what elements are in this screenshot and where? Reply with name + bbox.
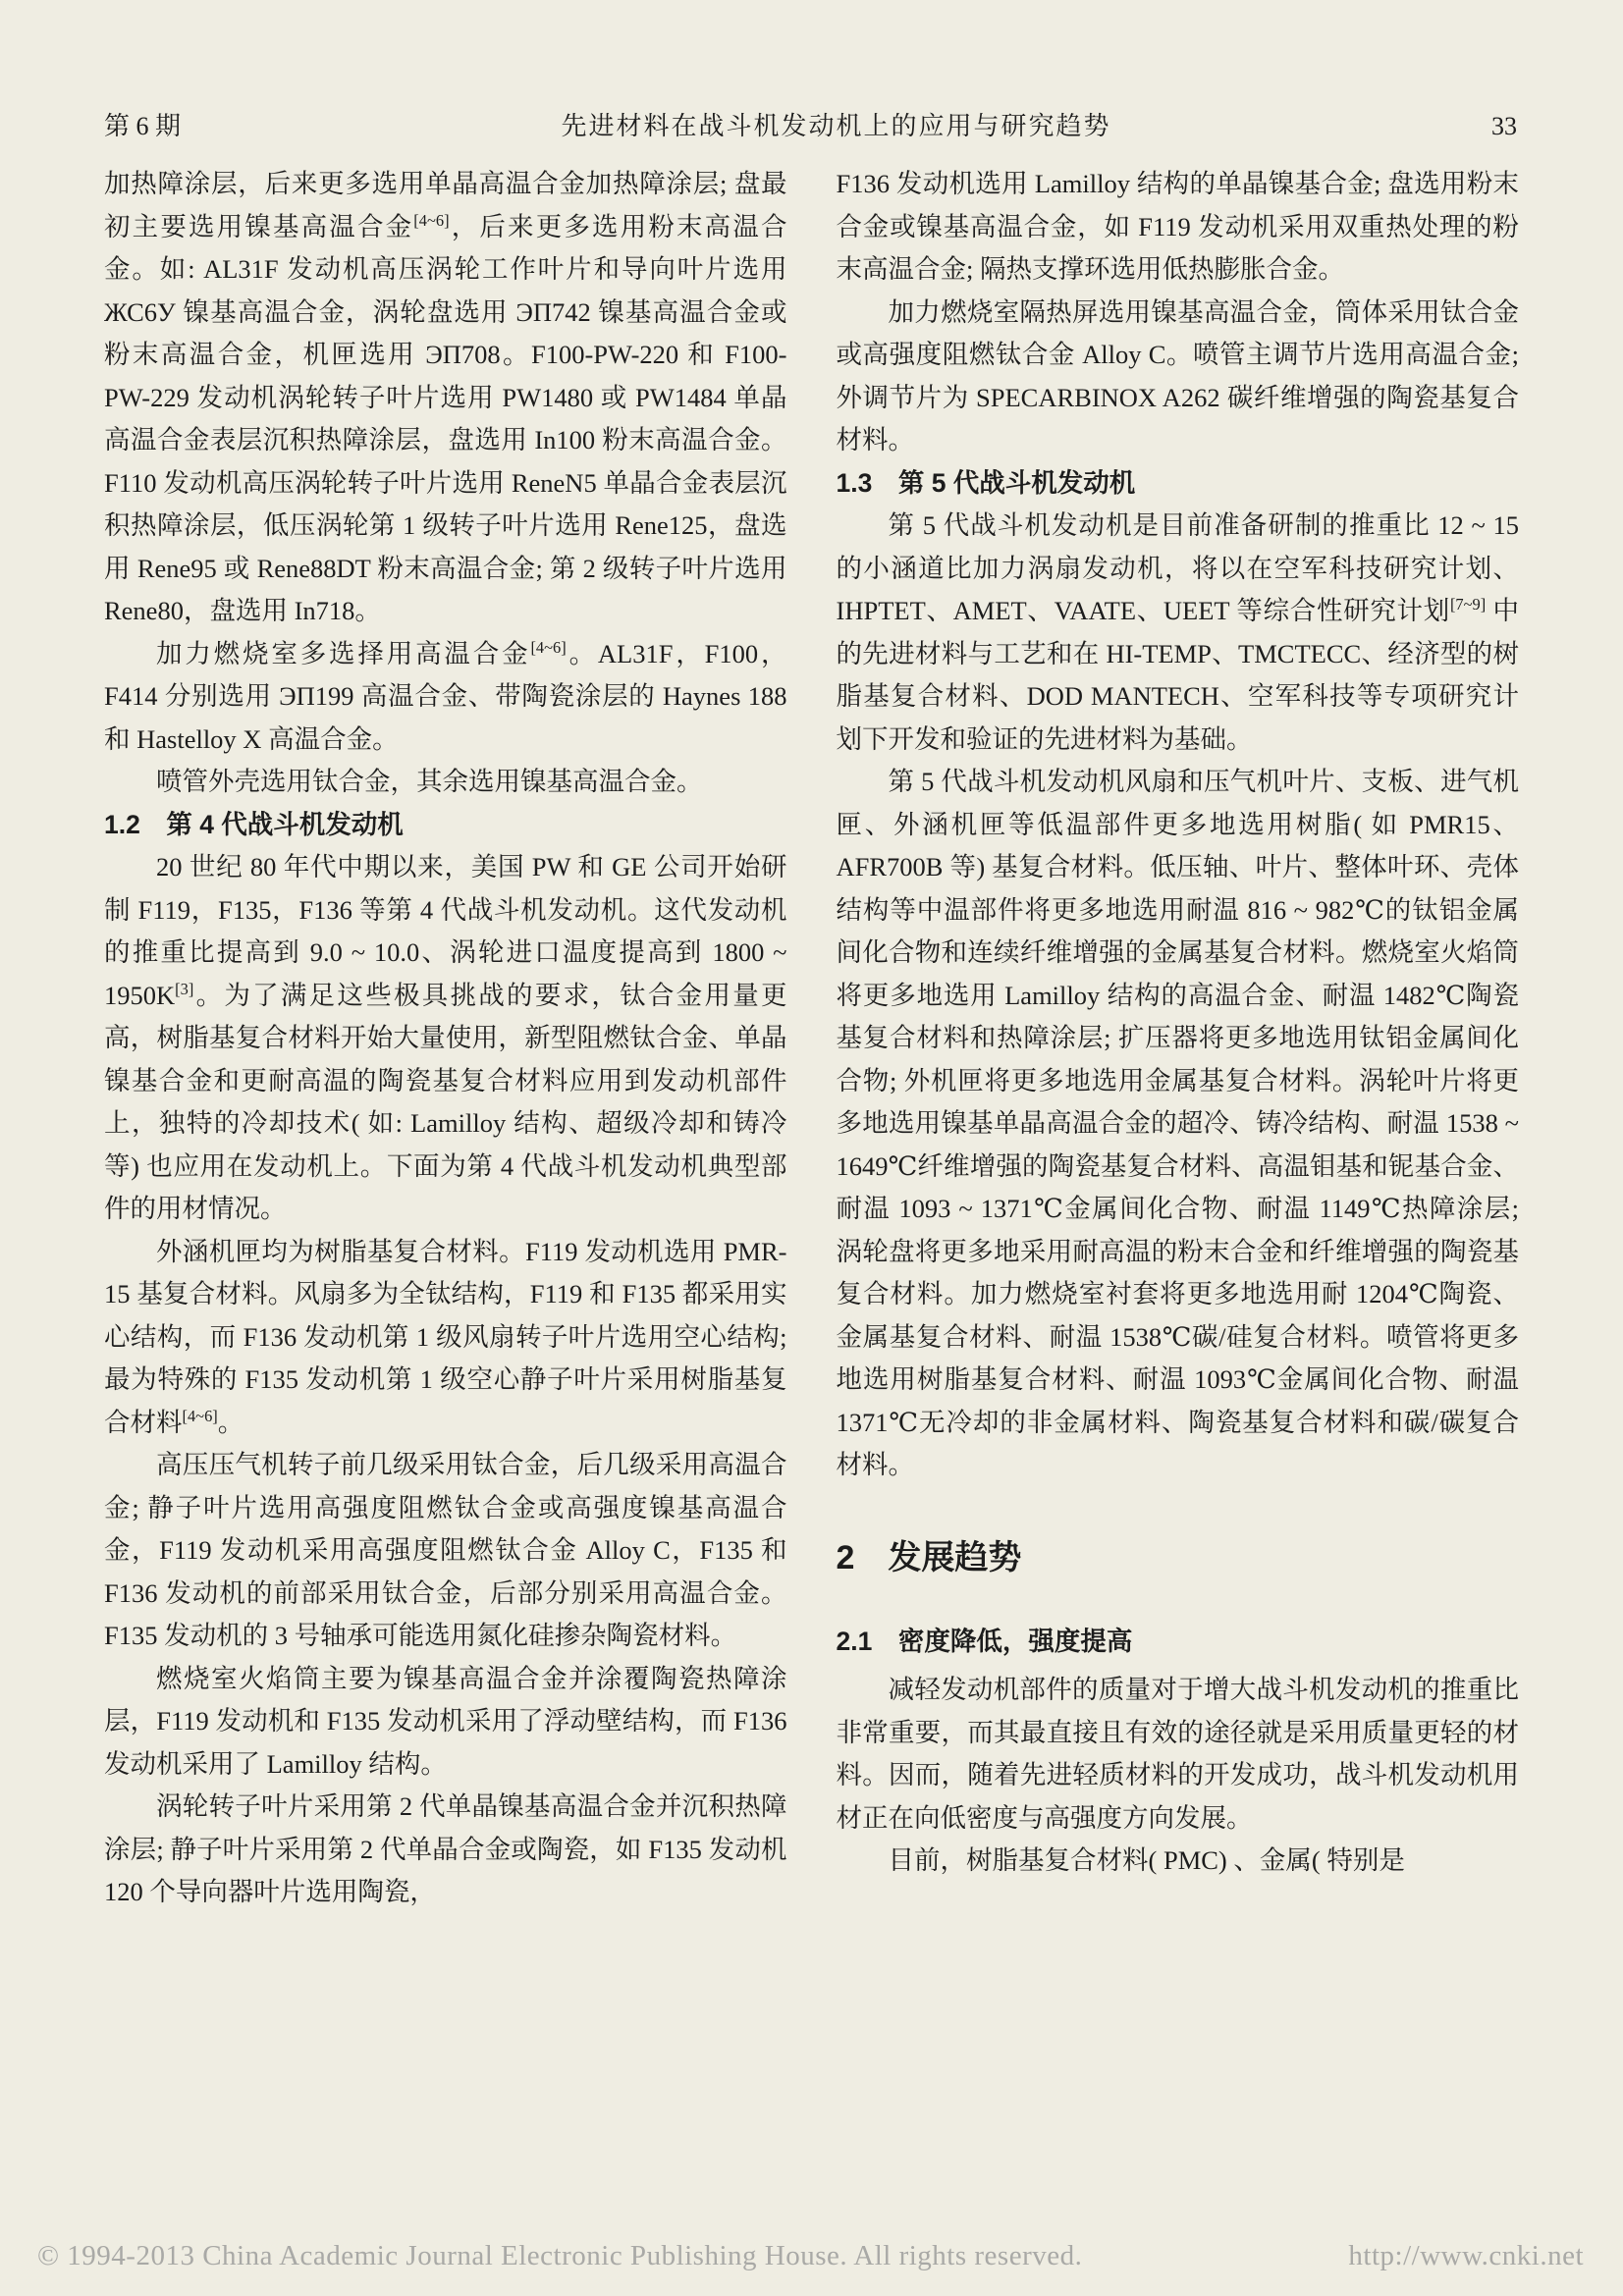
- text-run: F136 发动机选用 Lamilloy 结构的单晶镍基合金; 盘选用粉末合金或镍基高温合金，如 F119 发动机采用双重热处理的粉末高温合金; 隔热支撑环选用低热膨胀合金。: [836, 169, 1519, 284]
- paragraph: [837, 1669, 1520, 1840]
- text-run: 燃烧室火焰筒主要为镍基高温合金并涂覆陶瓷热障涂层，F119 发动机和 F135 发动机采用了浮动壁结构，而 F136 发动机采用了 Lamilloy 结构。: [104, 1663, 787, 1779]
- paragraph: [104, 163, 787, 633]
- citation-superscript: [7~9]: [1449, 595, 1487, 614]
- citation-superscript: [4~6]: [182, 1406, 218, 1425]
- text-run: 2.1 密度降低，强度提高: [836, 1626, 1133, 1656]
- footer-url: http://www.cnki.net: [1348, 2240, 1584, 2271]
- text-run: 。AL31F，F100，F414 分别选用 ЭП199 高温合金、带陶瓷涂层的 Haynes 188 和 Hastelloy X 高温合金。: [104, 638, 787, 754]
- text-run: 第 5 代战斗机发动机是目前准备研制的推重比 12 ~ 15 的小涵道比加力涡扇发动机，将以在空军科技研究计划、IHPTET、AMET、VAATE、UEET 等综合性研究计划: [836, 510, 1519, 625]
- section-heading: [104, 804, 787, 847]
- page-footer: [37, 2240, 1584, 2272]
- journal-issue: 第 6 期: [104, 112, 182, 140]
- page-number: 33: [1491, 112, 1517, 140]
- citation-superscript: [4~6]: [413, 210, 450, 230]
- paragraph: [104, 1786, 787, 1914]
- paragraph: [837, 761, 1520, 1487]
- section-heading: [837, 462, 1520, 506]
- paragraph: [104, 1444, 787, 1658]
- text-run: 。为了满足这些极具挑战的要求，钛合金用量更高，树脂基复合材料开始大量使用，新型阻燃钛合金、单晶镍基合金和更耐高温的陶瓷基复合材料应用到发动机部件上，独特的冷却技术( 如: Lamilloy 结构、超级冷却和铸冷等) 也应用在发动机上。下面为第 4 代战斗机发动机典型部件的用材情况。: [104, 980, 787, 1223]
- left-column: [104, 163, 787, 1914]
- text-run: 。: [217, 1407, 244, 1437]
- text-run: 高压压气机转子前几级采用钛合金，后几级采用高温合金; 静子叶片选用高强度阻燃钛合金或高强度镍基高温合金，F119 发动机采用高强度阻燃钛合金 Alloy C，F135 和 F136 发动机的前部采用钛合金，后部分别采用高温合金。F135 发动机的 3 号轴承可能选用氮化硅掺杂陶瓷材料。: [104, 1450, 787, 1650]
- section-heading: [837, 1621, 1520, 1664]
- paragraph: [837, 505, 1520, 761]
- citation-superscript: [3]: [175, 979, 194, 998]
- text-run: 20 世纪 80 年代中期以来，美国 PW 和 GE 公司开始研制 F119，F135，F136 等第 4 代战斗机发动机。这代发动机的推重比提高到 9.0 ~ 10.0、涡轮进口温度提高到 1800 ~ 1950K: [104, 852, 787, 1010]
- paragraph: [104, 1658, 787, 1787]
- paragraph: [104, 846, 787, 1231]
- article-body: [104, 163, 1519, 1914]
- text-run: 减轻发动机部件的质量对于增大战斗机发动机的推重比非常重要，而其最直接且有效的途径就是采用质量更轻的材料。因而，随着先进轻质材料的开发成功，战斗机发动机用材正在向低密度与高强度方向发展。: [836, 1675, 1519, 1833]
- text-run: 第 5 代战斗机发动机风扇和压气机叶片、支板、进气机匣、外涵机匣等低温部件更多地选用树脂( 如 PMR15、AFR700B 等) 基复合材料。低压轴、叶片、整体叶环、壳体结构等中温部件将更多地选用耐温 816 ~ 982℃的钛铝金属间化合物和连续纤维增强的金属基复合材料。燃烧室火焰筒将更多地选用 Lamilloy 结构的高温合金、耐温 1482℃陶瓷基复合材料和热障涂层; 扩压器将更多地选用钛铝金属间化合物; 外机匣将更多地选用金属基复合材料。涡轮叶片将更多地选用镍基单晶高温合金的超冷、铸冷结构、耐温 1538 ~ 1649℃纤维增强的陶瓷基复合材料、高温钼基和铌基合金、耐温 1093 ~ 1371℃金属间化合物、耐温 1149℃热障涂层; 涡轮盘将更多地采用耐高温的粉末合金和纤维增强的陶瓷基复合材料。加力燃烧室衬套将更多地选用耐 1204℃陶瓷、金属基复合材料、耐温 1538℃碳/硅复合材料。喷管将更多地选用树脂基复合材料、耐温 1093℃金属间化合物、耐温 1371℃无冷却的非金属材料、陶瓷基复合材料和碳/碳复合材料。: [836, 767, 1519, 1479]
- paragraph: [104, 633, 787, 762]
- paragraph: [837, 1840, 1520, 1883]
- text-run: 目前，树脂基复合材料( PMC) 、金属( 特别是: [888, 1845, 1405, 1875]
- copyright-text: © 1994-2013 China Academic Journal Electronic Publishing House. All rights reserved.: [37, 2240, 1083, 2271]
- paragraph: [104, 761, 787, 804]
- text-run: 1.3 第 5 代战斗机发动机: [836, 467, 1136, 498]
- text-run: 喷管外壳选用钛合金，其余选用镍基高温合金。: [156, 767, 703, 796]
- text-run: 加热障涂层，后来更多选用单晶高温合金加热障涂层; 盘最初主要选用镍基高温合金: [104, 169, 787, 241]
- text-run: 加力燃烧室多选择用高温合金: [156, 638, 531, 668]
- citation-superscript: [4~6]: [530, 637, 567, 657]
- text-run: 外涵机匣均为树脂基复合材料。F119 发动机选用 PMR-15 基复合材料。风扇多为全钛结构，F119 和 F135 都采用实心结构，而 F136 发动机第 1 级风扇转子叶片选用空心结构; 最为特殊的 F135 发动机第 1 级空心静子叶片采用树脂基复合材料: [104, 1236, 787, 1437]
- text-run: 涡轮转子叶片采用第 2 代单晶镍基高温合金并沉积热障涂层; 静子叶片采用第 2 代单晶合金或陶瓷，如 F135 发动机 120 个导向器叶片选用陶瓷，: [104, 1791, 787, 1906]
- right-column: [837, 163, 1520, 1914]
- page-header: [104, 106, 1517, 142]
- paragraph: [837, 292, 1520, 462]
- article-title: 先进材料在战斗机发动机上的应用与研究趋势: [561, 112, 1111, 140]
- text-run: 2 发展趋势: [836, 1538, 1022, 1576]
- text-run: 中的先进材料与工艺和在 HI-TEMP、TMCTECC、经济型的树脂基复合材料、DOD MANTECH、空军科技等专项研究计划下开发和验证的先进材料为基础。: [836, 596, 1519, 754]
- text-run: 1.2 第 4 代战斗机发动机: [104, 809, 404, 839]
- paragraph: [837, 163, 1520, 292]
- paragraph: [104, 1231, 787, 1445]
- section-heading: [837, 1538, 1520, 1577]
- text-run: ，后来更多选用粉末高温合金。如: AL31F 发动机高压涡轮工作叶片和导向叶片选用 ЖС6У 镍基高温合金，涡轮盘选用 ЭП742 镍基高温合金或粉末高温合金，机匣选用 ЭП708。F100-PW-220 和 F100-PW-229 发动机涡轮转子叶片选用 PW1480 或 PW1484 单晶高温合金表层沉积热障涂层，盘选用 In100 粉末高温合金。F110 发动机高压涡轮转子叶片选用 ReneN5 单晶合金表层沉积热障涂层，低压涡轮第 1 级转子叶片选用 Rene125，盘选用 Rene95 或 Rene88DT 粉末高温合金; 第 2 级转子叶片选用 Rene80，盘选用 In718。: [104, 211, 787, 625]
- text-run: 加力燃烧室隔热屏选用镍基高温合金，筒体采用钛合金或高强度阻燃钛合金 Alloy C。喷管主调节片选用高温合金; 外调节片为 SPECARBINOX A262 碳纤维增强的陶瓷基复合材料。: [836, 296, 1519, 454]
